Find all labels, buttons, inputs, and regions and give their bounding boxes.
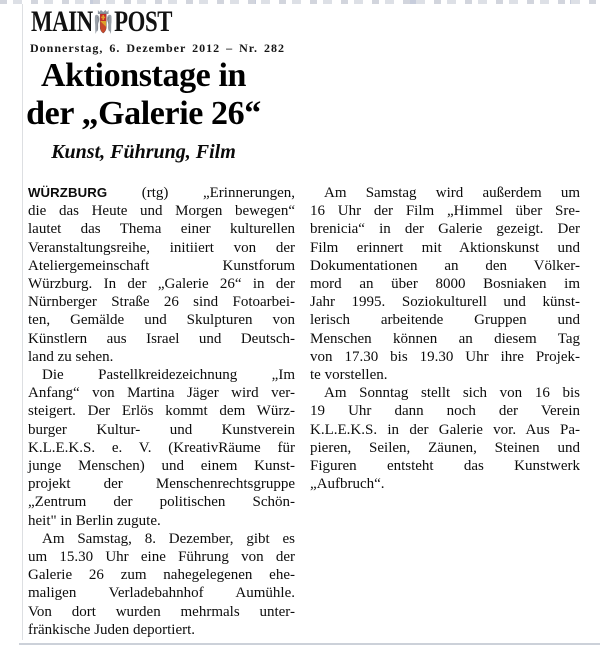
article-line: Künstlern aus Israel und Deutsch- [28, 330, 295, 347]
article-line: Menschen können an diesem Tag [310, 330, 580, 347]
article-line: Am Samstag wird außerdem um [324, 185, 580, 201]
article-line: Am Samstag, 8. Dezember, gibt es [42, 530, 295, 547]
article-line: K.L.E.K.S. e. V. (KreativRäume für [28, 439, 295, 456]
masthead-logo-inner [31, 7, 172, 37]
article-subtitle: Kunst, Führung, Film [51, 141, 236, 163]
article-line: Dokumentationen an den Völker- [310, 257, 580, 274]
location-lead: WÜRZBURG [28, 185, 108, 200]
article-line: die das Heute und Morgen bewegen“ [28, 203, 295, 220]
article-line: Jahr 1995. Soziokulturell und künst- [310, 294, 580, 311]
dateline: Donnerstag, 6. Dezember 2012 – Nr. 282 [30, 41, 285, 55]
article-line: „Aufbruch“. [310, 476, 385, 493]
article-line: Anfang“ von Martina Jäger wird ver- [28, 385, 295, 402]
cropped-text-strip [0, 0, 600, 4]
coat-of-arms-icon [95, 9, 112, 36]
headline-line-1: Aktionstage in [40, 57, 247, 94]
article-line: Figuren entsteht das Kunstwerk [310, 458, 580, 475]
article-line: Nürnberger Straße 26 sind Fotoarbei- [28, 294, 295, 311]
article-line: land zu sehen. [28, 348, 114, 365]
article-line: burger Kultur- und Kunstverein [28, 421, 295, 438]
article-line: maligen Verladebahnhof Aumühle. [28, 585, 295, 602]
article-line: Von dort wurden mehrmals unter- [28, 603, 295, 620]
article-line: lautet das Thema einer kulturellen [28, 221, 295, 238]
article-line: Am Sonntag stellt sich von 16 bis [324, 385, 580, 402]
masthead-logo [31, 6, 217, 38]
article-line: Würzburg. In der „Galerie 26“ in der [28, 276, 295, 293]
article-line: te vorstellen. [310, 367, 388, 384]
article-line: Veranstaltungsreihe, initiiert von der [28, 239, 295, 256]
article-line: von 17.30 bis 19.30 Uhr ihre Projek- [310, 348, 580, 365]
article-line: ten, Gemälde und Skulpturen von [28, 312, 295, 329]
article-line: projekt der Menschenrechtsgruppe [28, 476, 295, 493]
article-line: 16 Uhr der Film „Himmel über Sre- [310, 203, 580, 220]
article-line: fränkische Juden deportiert. [28, 621, 196, 638]
article-line: K.L.E.K.S. in der Galerie vor. Aus Pa- [310, 421, 580, 438]
article-line: „Zentrum der politischen Schön- [28, 494, 295, 511]
article-line: um 15.30 Uhr eine Führung von der [28, 549, 295, 566]
article-line: steigert. Der Erlös kommt dem Würz- [28, 403, 295, 420]
headline-line-2: der „Galerie 26“ [26, 95, 261, 132]
article-line: lerisch arbeitende Gruppen und [310, 312, 580, 329]
column-divider-rule [22, 4, 23, 640]
article-column-right [310, 184, 580, 493]
article-column-left [28, 184, 295, 639]
article-line: 19 Uhr dann noch der Verein [310, 403, 580, 420]
article-line: Ateliergemeinschaft Kunstforum [28, 257, 295, 274]
article-line: pieren, Seilen, Zäunen, Steinen und [310, 439, 580, 456]
article-line: Film erinnert mit Aktionskunst und [310, 239, 580, 256]
article-line: Galerie 26 zum nahegelegenen ehe- [28, 567, 295, 584]
article-line: mord an über 8000 Bosniaken im [310, 276, 580, 293]
article-line: brenicia“ in der Galerie gezeigt. Der [310, 221, 580, 238]
article-line: junge Menschen) und einem Kunst- [28, 458, 295, 475]
brand-post: POST [114, 5, 173, 38]
article-line: WÜRZBURG (rtg) „Erinnerungen, [28, 185, 296, 201]
article-line: heit" in Berlin zugute. [28, 512, 161, 529]
brand-main: MAIN [31, 5, 93, 38]
article-headline [25, 57, 262, 133]
article-line: Die Pastellkreidezeichnung „Im [42, 367, 295, 384]
bottom-rule [19, 643, 600, 645]
agency-credit: (rtg) [141, 185, 169, 201]
